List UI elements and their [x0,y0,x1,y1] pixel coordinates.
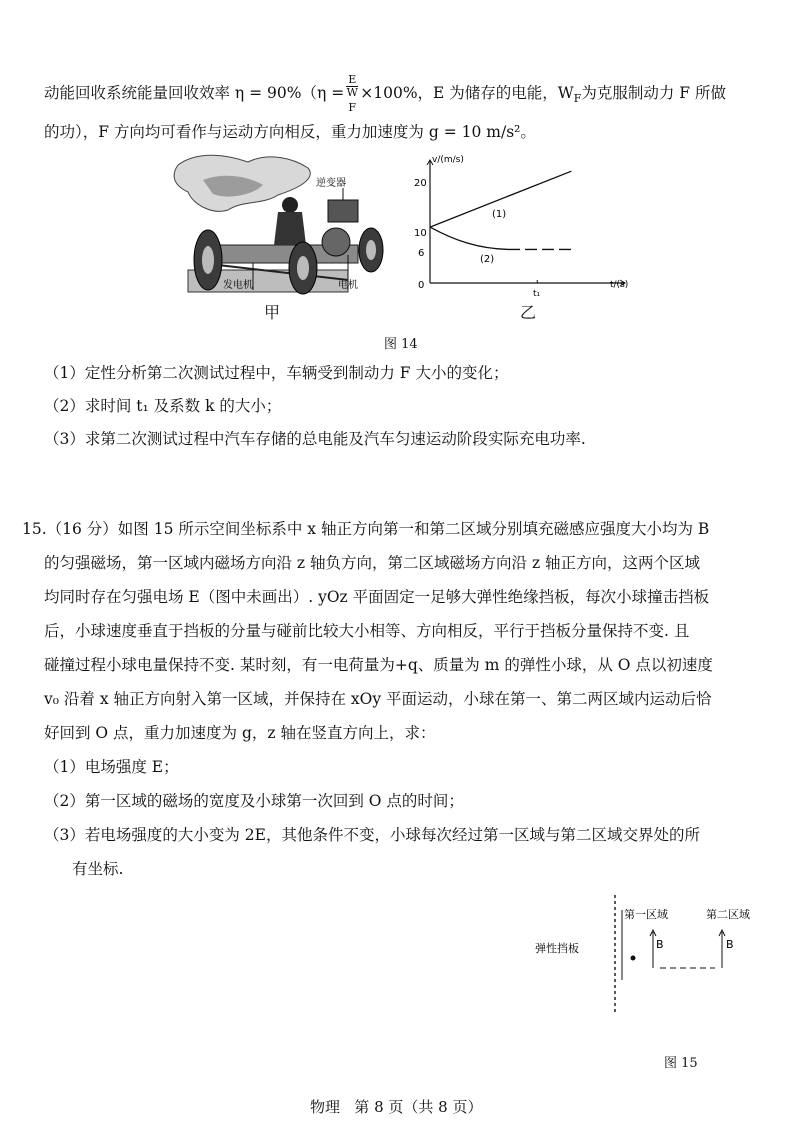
fig15-b1: B [656,938,664,951]
inverter-box [328,200,358,222]
q14-part-1: （1）定性分析第二次测试过程中，车辆受到制动力 F 大小的变化； [44,364,509,382]
fig14-yi-caption: 乙 [520,303,537,322]
figure-15 [530,890,770,1030]
q15-line-2: 的匀强磁场，第一区域内磁场方向沿 z 轴负方向，第二区域磁场方向沿 z 轴正方向，这两个区域 [44,554,701,572]
q14-part-3: （3）求第二次测试过程中汽车存储的总电能及汽车匀速运动阶段实际充电功率. [44,430,586,448]
fig14-caption: 图 14 [384,337,418,352]
motor [322,228,350,256]
driver-head [282,197,298,213]
generator-label: 发电机 [223,280,253,291]
chart-origin-label: 0 [418,280,425,291]
rear-wheel-hub [202,246,214,274]
chart-xlabel: t/(s) [610,280,629,290]
series-2-curve [430,227,508,249]
efficiency-fraction [346,74,358,114]
chart-ylabel: v/(m/s) [432,155,464,165]
figure-14-jia [168,150,393,320]
page-footer: 物理 第 8 页（共 8 页） [310,1098,483,1116]
chart-curve1-label: (1) [492,209,507,220]
q15-line-6: v₀ 沿着 x 轴正方向射入第一区域，并保持在 xOy 平面运动，小球在第一、第二两区域内运动后恰 [44,690,712,708]
ball [631,956,636,961]
fraction-denominator: W [346,86,358,99]
q15-part-1: （1）电场强度 E； [44,758,179,776]
fig15-region1: 第一区域 [624,908,668,921]
chart-tick-20: 20 [414,178,427,189]
chart-tick-10: 10 [414,228,427,239]
chart-t1-label: t₁ [533,289,541,299]
driver-body [274,212,306,245]
q15-line-5: 碰撞过程小球电量保持不变. 某时刻，有一电荷量为+q、质量为 m 的弹性小球，从 O 点以初速度 [44,656,713,674]
motor-label: 电机 [338,280,358,291]
fig15-caption: 图 15 [664,1056,698,1071]
q15-line-7: 好回到 O 点，重力加速度为 g，z 轴在竖直方向上，求： [44,724,436,742]
q15-line-4: 后，小球速度垂直于挡板的分量与碰前比较大小相等、方向相反，平行于挡板分量保持不变. 且 [44,622,690,640]
fig15-region2: 第二区域 [706,908,750,921]
intro-line-1 [44,74,764,114]
q15-line-3: 均同时存在匀强电场 E（图中未画出）. yOz 平面固定一足够大弹性绝缘挡板，每次小球撞击挡板 [44,588,710,606]
intro-text-a: 动能回收系统能量回收效率 η = 90%（η = [44,84,345,103]
fraction-numerator: E [348,73,357,86]
intro-text-b-sub: F [573,92,582,106]
fig15-plate-label: 弹性挡板 [535,942,579,955]
chart-curve2-label: (2) [480,254,495,265]
q14-part-2: （2）求时间 t₁ 及系数 k 的大小； [44,397,282,415]
q15-part-2: （2）第一区域的磁场的宽度及小球第一次回到 O 点的时间； [44,792,464,810]
mid-wheel-hub [297,256,309,280]
q15-part-3b: 有坐标. [72,860,124,878]
figure-14-yi-chart [410,150,640,300]
chart-tick-6: 6 [418,248,425,259]
fig15-b2: B [726,938,734,951]
fig14-jia-caption: 甲 [264,303,281,322]
intro-text-b: ×100%，E 为储存的电能，W [360,84,574,103]
intro-line-2: 的功），F 方向均可看作与运动方向相反，重力加速度为 g = 10 m/s²。 [44,123,536,141]
front-wheel-hub [366,240,376,260]
q15-line-1: 15.（16 分）如图 15 所示空间坐标系中 x 轴正方向第一和第二区域分别填充磁感应强度大小均为 B [22,520,710,538]
inverter-label: 逆变器 [316,178,346,189]
fraction-denominator-sub: F [348,101,357,115]
q15-part-3a: （3）若电场强度的大小变为 2E，其他条件不变，小球每次经过第一区域与第二区域交界处的所 [44,826,700,844]
intro-text-c: 为克服制动力 F 所做 [581,84,726,103]
